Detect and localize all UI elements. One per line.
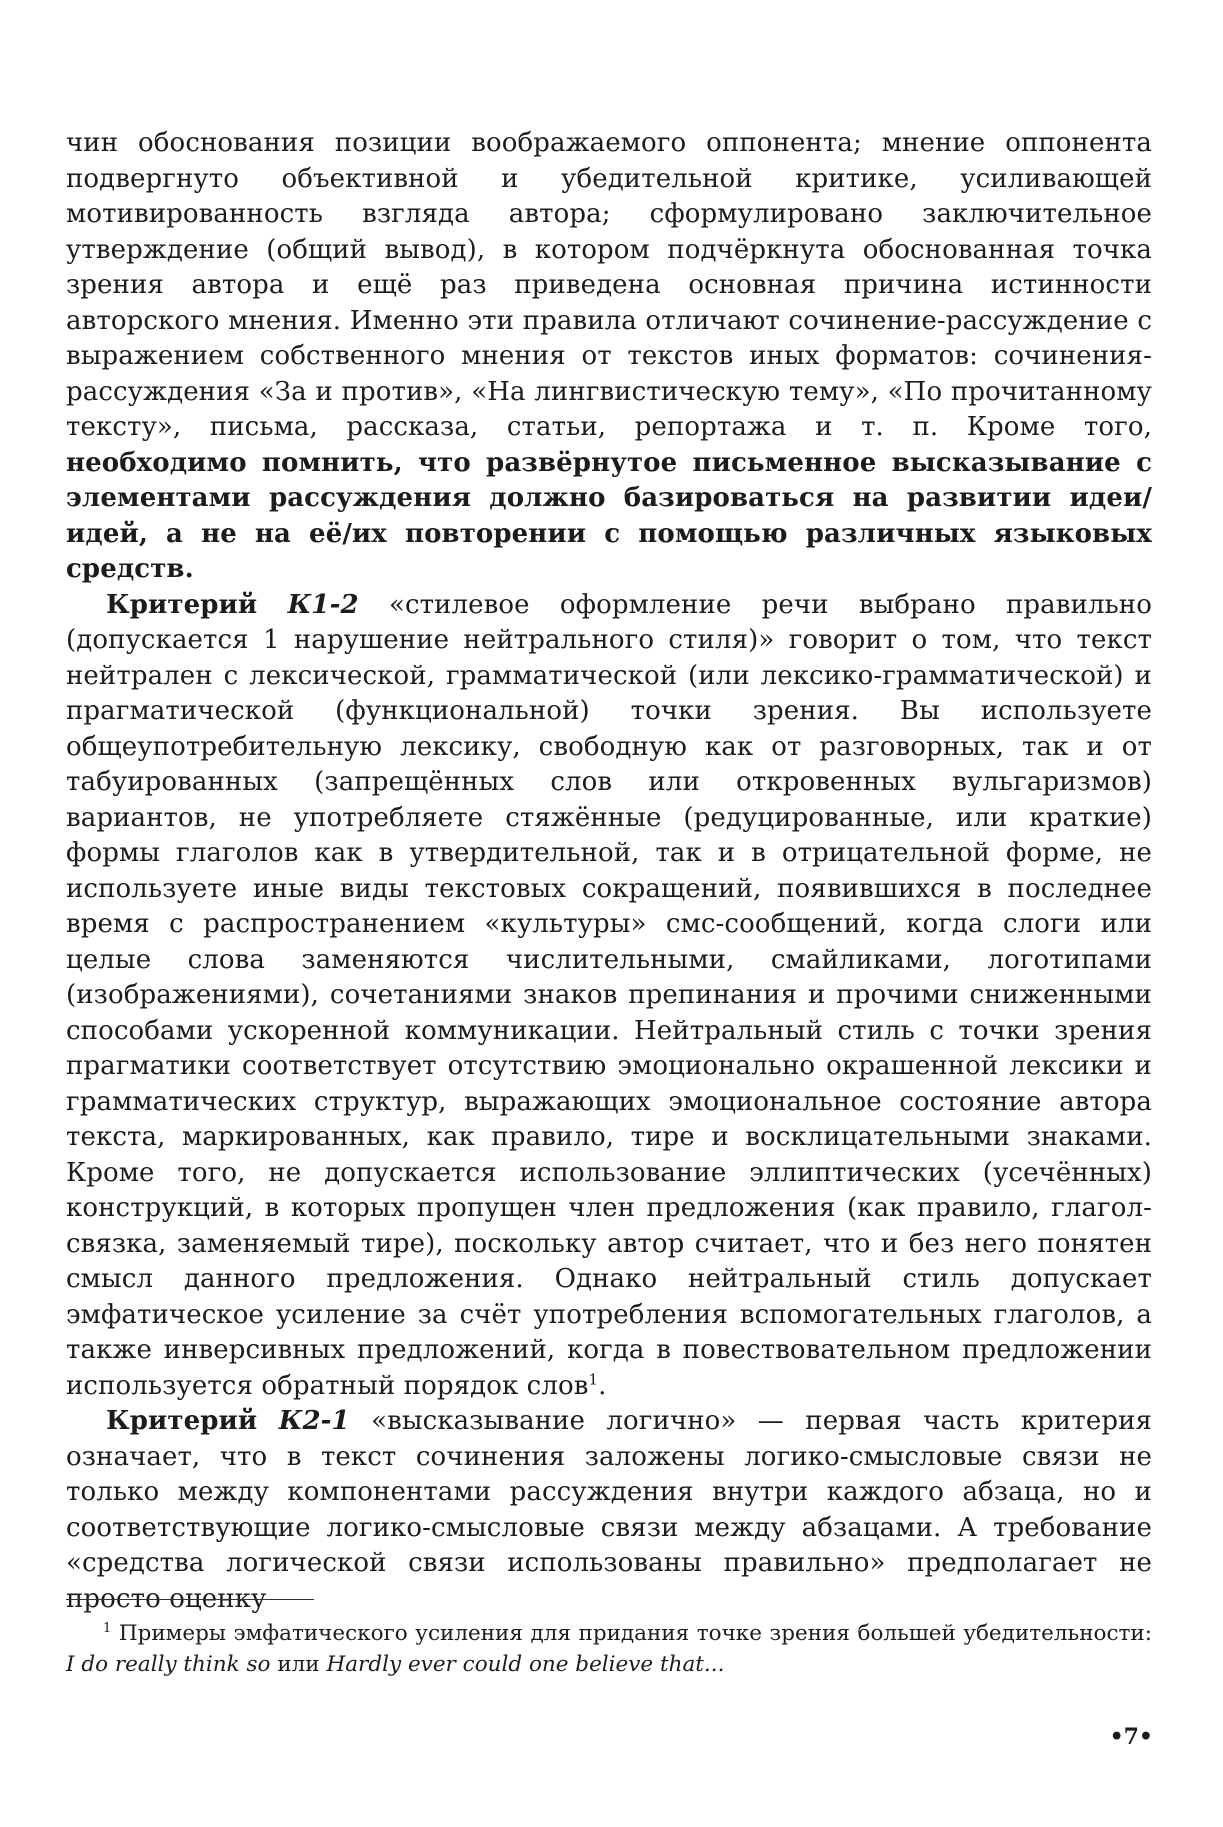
footnote-reference[interactable]: 1 [588, 1369, 599, 1388]
paragraph-3 [66, 1404, 1152, 1617]
paragraph-1 [66, 126, 1152, 588]
page-number: •7• [1109, 1724, 1153, 1750]
footnote-text: Примеры эмфатического усиления для придания точке зрения большей убедительности: [111, 1621, 1152, 1646]
criterion-label: Критерий [106, 1406, 258, 1436]
footnote-connector: или [270, 1652, 327, 1677]
paragraph-1-bold-text: необходимо помнить, что развёрнутое письменное высказывание с элементами рассуждения должно базироваться на развитии идеи/идей, а не на её/их повторении с помощью различных языковых средств. [66, 447, 1152, 584]
footnote [66, 1618, 1152, 1680]
paragraph-1-text: чин обоснования позиции воображаемого оппонента; мнение оппонента подвергнуто объективной и убедительной критике, усиливающей мотивированность взгляда автора; сформулировано заключительное утверждение (общий вывод), в котором подчёркнута обоснованная точка зрения автора и ещё раз приведена основная причина истинности авторского мнения. Именно эти правила отличают сочинение-рассуждение с выражением собственного мнения от текстов иных форматов: сочинения-рассуждения «За и против», «На лингвистическую тему», «По прочитанному тексту», письма, рассказа, статьи, репортажа и т. п. Кроме того, [66, 128, 1152, 442]
criterion-code-k1-2: К1-2 [287, 589, 359, 620]
footnote-example-2: Hardly ever could one believe that... [326, 1652, 725, 1677]
footnote-divider [66, 1599, 314, 1600]
paragraph-2 [66, 588, 1152, 1405]
criterion-code-k2-1: К2-1 [278, 1406, 350, 1436]
footnote-mark: 1 [103, 1620, 112, 1636]
criterion-label: Критерий [106, 589, 258, 620]
paragraph-3-text: «высказывание логично» — первая часть критерия означает, что в текст сочинения заложены логико-смысловые связи не только между компонентами рассуждения внутри каждого абзаца, но и соответствующие логико-смысловые связи между абзацами. А требование «средства логической связи использованы правильно» предполагает не просто оценку [66, 1406, 1152, 1614]
paragraph-2-text: «стилевое оформление речи выбрано правильно (допускается 1 нарушение нейтрального стиля)» говорит о том, что текст нейтрален с лексической, грамматической (или лексико-грамматической) и прагматической (функциональной) точки зрения. Вы используете общеупотребительную лексику, свободную как от разговорных, так и от табуированных (запрещённых слов или откровенных вульгаризмов) вариантов, не употребляете стяжённые (редуцированные, или краткие) формы глаголов как в утвердительной, так и в отрицательной форме, не используете иные виды текстовых сокращений, появившихся в последнее время с распространением «культуры» смс-сообщений, когда слоги или целые слова заменяются числительными, смайликами, логотипами (изображениями), сочетаниями знаков препинания и прочими сниженными способами ускоренной коммуникации. Нейтральный стиль с точки зрения прагматики соответствует отсутствию эмоционально окрашенной лексики и грамматических структур, выражающих эмоциональное состояние автора текста, маркированных, как правило, тире и восклицательными знаками. Кроме того, не допускается использование эллиптических (усечённых) конструкций, в которых пропущен член предложения (как правило, глагол-связка, заменяемый тире), поскольку автор считает, что и без него понятен смысл данного предложения. Однако нейтральный стиль допускает эмфатическое усиление за счёт употребления вспомогательных глаголов, а также инверсивных предложений, когда в повествовательном предложении используется обратный порядок слов [66, 589, 1152, 1401]
main-text [66, 126, 1152, 1617]
paragraph-2-end: . [598, 1370, 607, 1401]
footnote-example-1: I do really think so [66, 1652, 271, 1677]
